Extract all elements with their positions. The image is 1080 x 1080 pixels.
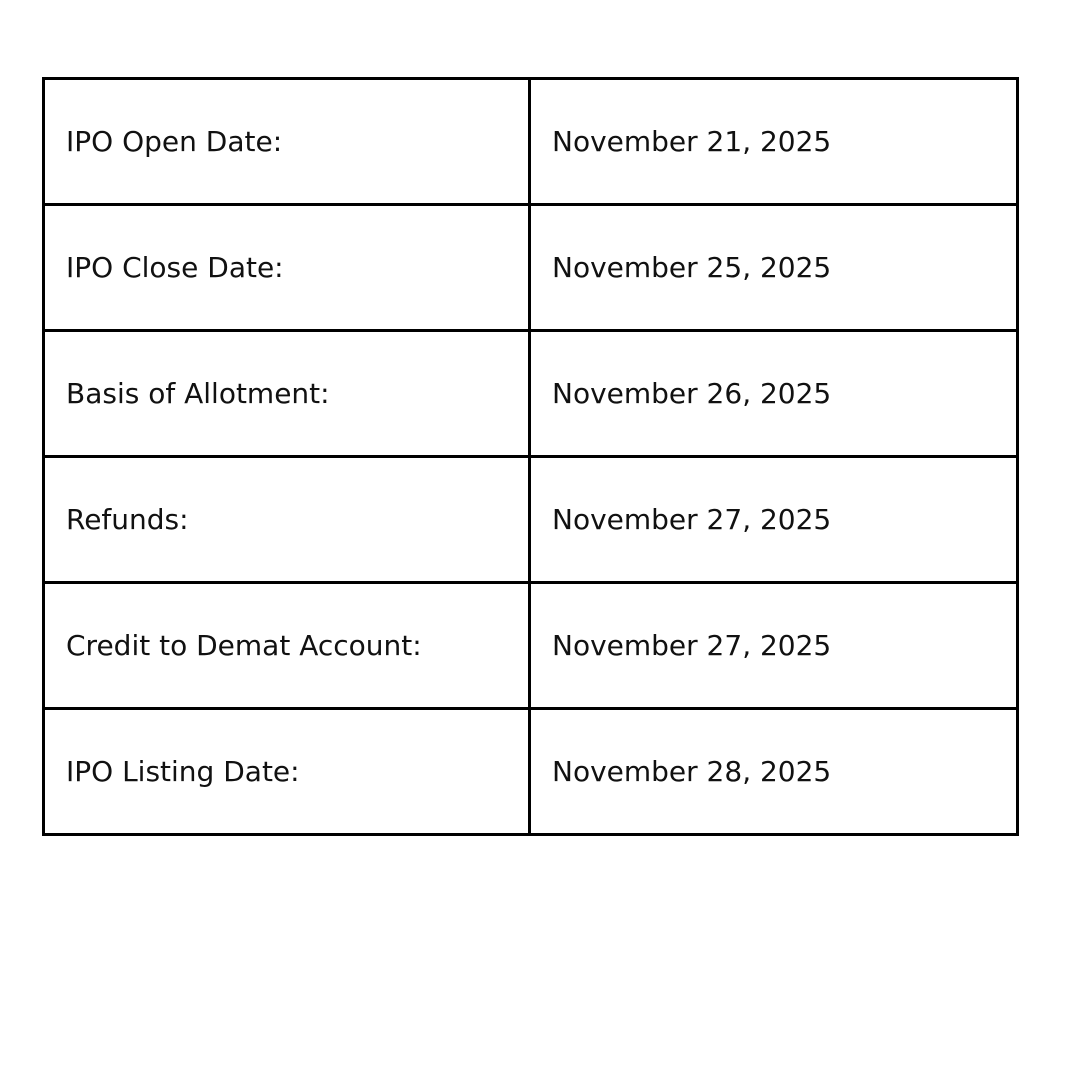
table-row [44, 457, 1018, 583]
row-value: November 28, 2025 [530, 709, 1018, 835]
row-value: November 21, 2025 [530, 79, 1018, 205]
row-label: Basis of Allotment: [44, 331, 530, 457]
row-label: IPO Open Date: [44, 79, 530, 205]
row-label: Credit to Demat Account: [44, 583, 530, 709]
ipo-schedule-table [42, 77, 1019, 836]
row-label: IPO Close Date: [44, 205, 530, 331]
row-value: November 27, 2025 [530, 583, 1018, 709]
table-row [44, 583, 1018, 709]
table-row [44, 205, 1018, 331]
row-value: November 27, 2025 [530, 457, 1018, 583]
table-row [44, 709, 1018, 835]
row-value: November 26, 2025 [530, 331, 1018, 457]
row-label: IPO Listing Date: [44, 709, 530, 835]
table-row [44, 331, 1018, 457]
row-label: Refunds: [44, 457, 530, 583]
row-value: November 25, 2025 [530, 205, 1018, 331]
table-row [44, 79, 1018, 205]
